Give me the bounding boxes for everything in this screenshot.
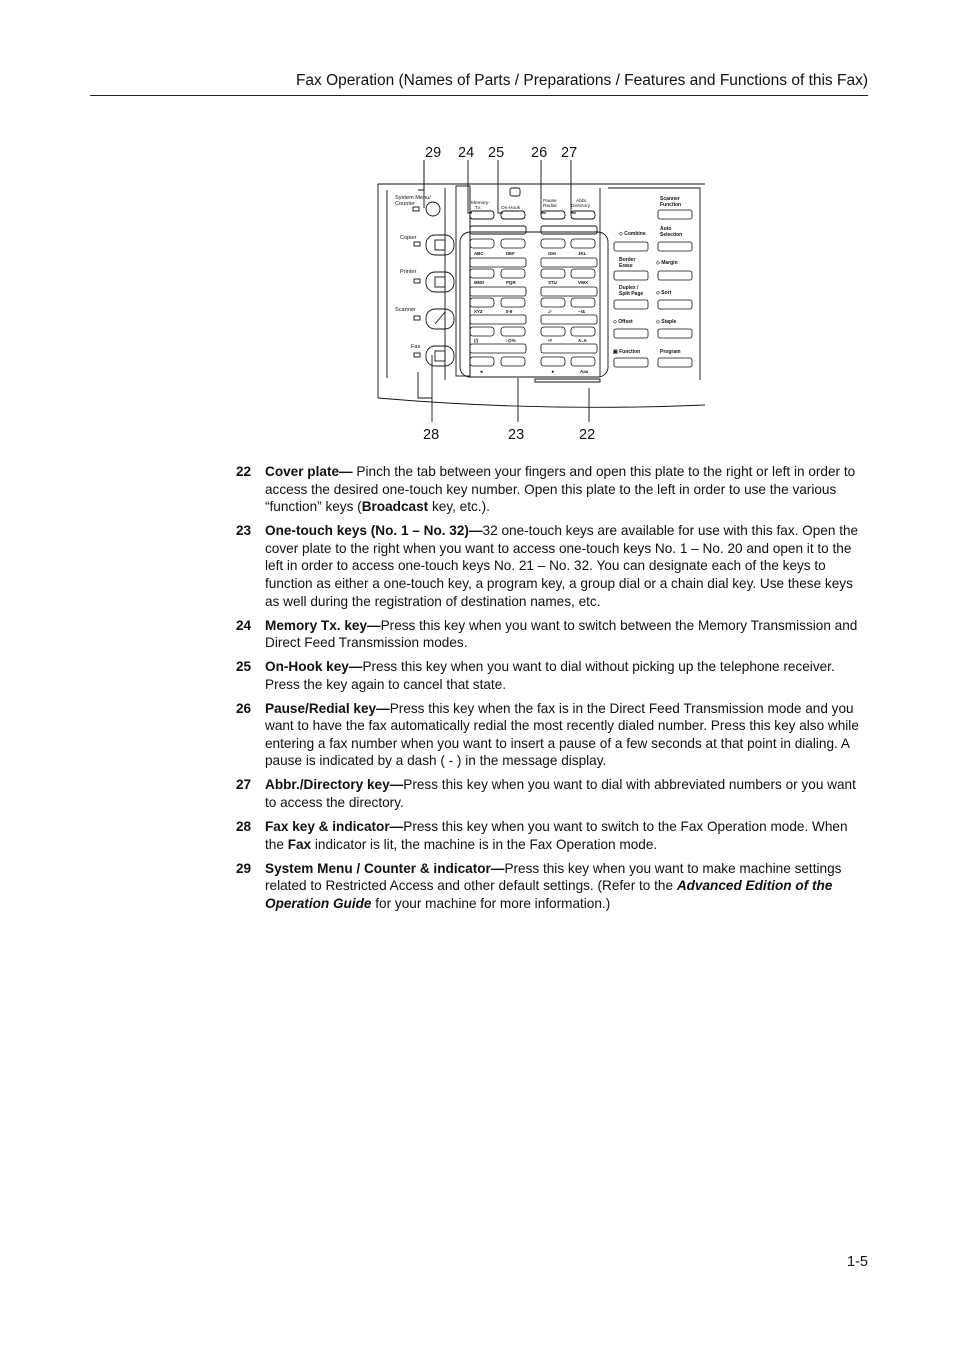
svg-text:◇ Staple: ◇ Staple	[656, 319, 677, 325]
page-number: 1-5	[847, 1254, 868, 1270]
list-item: 23 One-touch keys (No. 1 – No. 32)—32 one-touch keys are available for use with this fax. Open the cover plate to the right when you want to access one-touch keys No. 1 – No. 20 and open it to the left in order to access one-touch keys No. 21 – No. 32. You can designate each of the keys to function as either a one-touch key, a program key, a group dial or a chain dial key. Use these keys as well during the registration of destination names, etc.	[236, 523, 859, 609]
svg-text:(/): (/)	[474, 338, 479, 343]
callout-26: 26	[531, 145, 548, 161]
svg-text:Program: Program	[660, 349, 681, 355]
callout-23: 23	[508, 427, 525, 443]
svg-text:System Menu/: System Menu/	[395, 195, 431, 201]
svg-text:Tx.: Tx.	[475, 206, 482, 211]
svg-text:Scanner: Scanner	[660, 196, 680, 202]
svg-text:Duplex /: Duplex /	[619, 285, 639, 291]
svg-text:XYZ: XYZ	[474, 309, 483, 314]
svg-text:◇ Combine: ◇ Combine	[619, 231, 646, 237]
list-item: 29 System Menu / Counter & indicator—Press this key when you want to make machine settings related to Restricted Access and other default settings. (Refer to the Advanced Edition of the Operation Guide for your machine for more information.)	[236, 860, 842, 911]
svg-text:◇ Sort: ◇ Sort	[656, 290, 672, 296]
svg-text:Fax: Fax	[411, 344, 421, 350]
svg-text:0-9: 0-9	[506, 309, 513, 314]
list-item: 24 Memory Tx. key—Press this key when you want to switch between the Memory Transmission and Direct Feed Transmission modes.	[236, 617, 858, 651]
svg-text:Border: Border	[619, 257, 636, 263]
svg-text:A..A: A..A	[578, 338, 587, 343]
svg-text:Abbr.: Abbr.	[576, 199, 588, 204]
svg-text:Directory: Directory	[571, 204, 591, 209]
list-item: 26 Pause/Redial key—Press this key when the fax is in the Direct Feed Transmission mode and you want to have the fax automatically redial the most recently dialed number. Press this key also while entering a fax number when you want to insert a pause of a few seconds at that point in dialing. A pause is indicated by a dash ( - ) in the message display.	[236, 700, 859, 769]
list-item: 25 On-Hook key—Press this key when you want to dial without picking up the telephone receiver. Press the key again to cancel that state.	[236, 659, 835, 692]
svg-text:Function: Function	[660, 202, 682, 208]
svg-text:◇ Offset: ◇ Offset	[613, 319, 633, 325]
svg-text:MNO: MNO	[474, 280, 485, 285]
svg-text:◇ Margin: ◇ Margin	[656, 260, 678, 266]
list-item: 27 Abbr./Directory key—Press this key when you want to dial with abbreviated numbers or you want to access the directory.	[236, 777, 856, 811]
list-item: 22 Cover plate— Pinch the tab between your fingers and open this plate to the right or left in order to access the desired one-touch key number. Open this plate to the left in order to use the various “function” keys (Broadcast key, etc.).	[236, 464, 856, 515]
svg-text:◄: ◄	[479, 369, 484, 374]
svg-text:./-: ./-	[548, 309, 552, 314]
svg-text:Printer: Printer	[400, 269, 417, 275]
svg-text:Auto: Auto	[660, 226, 672, 232]
svg-text:Erase: Erase	[619, 263, 633, 269]
svg-text:DEF: DEF	[506, 251, 515, 256]
svg-text:On-Hook: On-Hook	[501, 206, 521, 211]
header-rule	[90, 95, 868, 96]
svg-text:~!&: ~!&	[578, 309, 586, 314]
svg-text:JKL: JKL	[578, 251, 587, 256]
svg-text:Copier: Copier	[400, 235, 417, 241]
svg-text:ABC: ABC	[474, 251, 484, 256]
svg-text:Memory-: Memory-	[471, 201, 490, 206]
svg-text:Selection: Selection	[660, 232, 683, 238]
operation-panel-illustration	[360, 140, 720, 450]
svg-text:Counter: Counter	[395, 201, 415, 207]
svg-text:Redial: Redial	[543, 204, 557, 209]
svg-text:▣ Function: ▣ Function	[613, 349, 641, 355]
svg-text:Aaa: Aaa	[580, 369, 589, 374]
svg-text:Split Page: Split Page	[619, 291, 644, 297]
svg-text:Scanner: Scanner	[395, 307, 416, 313]
page-header: Fax Operation (Names of Parts / Preparations / Features and Functions of this Fax)	[295, 72, 868, 89]
callout-25: 25	[488, 145, 505, 161]
svg-text:►: ►	[551, 369, 556, 374]
svg-text:Pause: Pause	[543, 199, 557, 204]
callout-29: 29	[425, 145, 442, 161]
svg-text:PQR: PQR	[506, 280, 516, 285]
callout-24: 24	[458, 145, 475, 161]
callout-28: 28	[423, 427, 440, 443]
svg-text:VWX: VWX	[578, 280, 589, 285]
svg-text:•#: •#	[548, 338, 552, 343]
parts-description-list	[236, 463, 868, 919]
svg-text:STU: STU	[548, 280, 557, 285]
list-item: 28 Fax key & indicator—Press this key when you want to switch to the Fax Operation mode. When the Fax indicator is lit, the machine is in the Fax Operation mode.	[236, 819, 848, 852]
callout-22: 22	[579, 427, 596, 443]
svg-text::@%: :@%	[506, 338, 516, 343]
callout-27: 27	[561, 145, 578, 161]
svg-text:GHI: GHI	[548, 251, 556, 256]
